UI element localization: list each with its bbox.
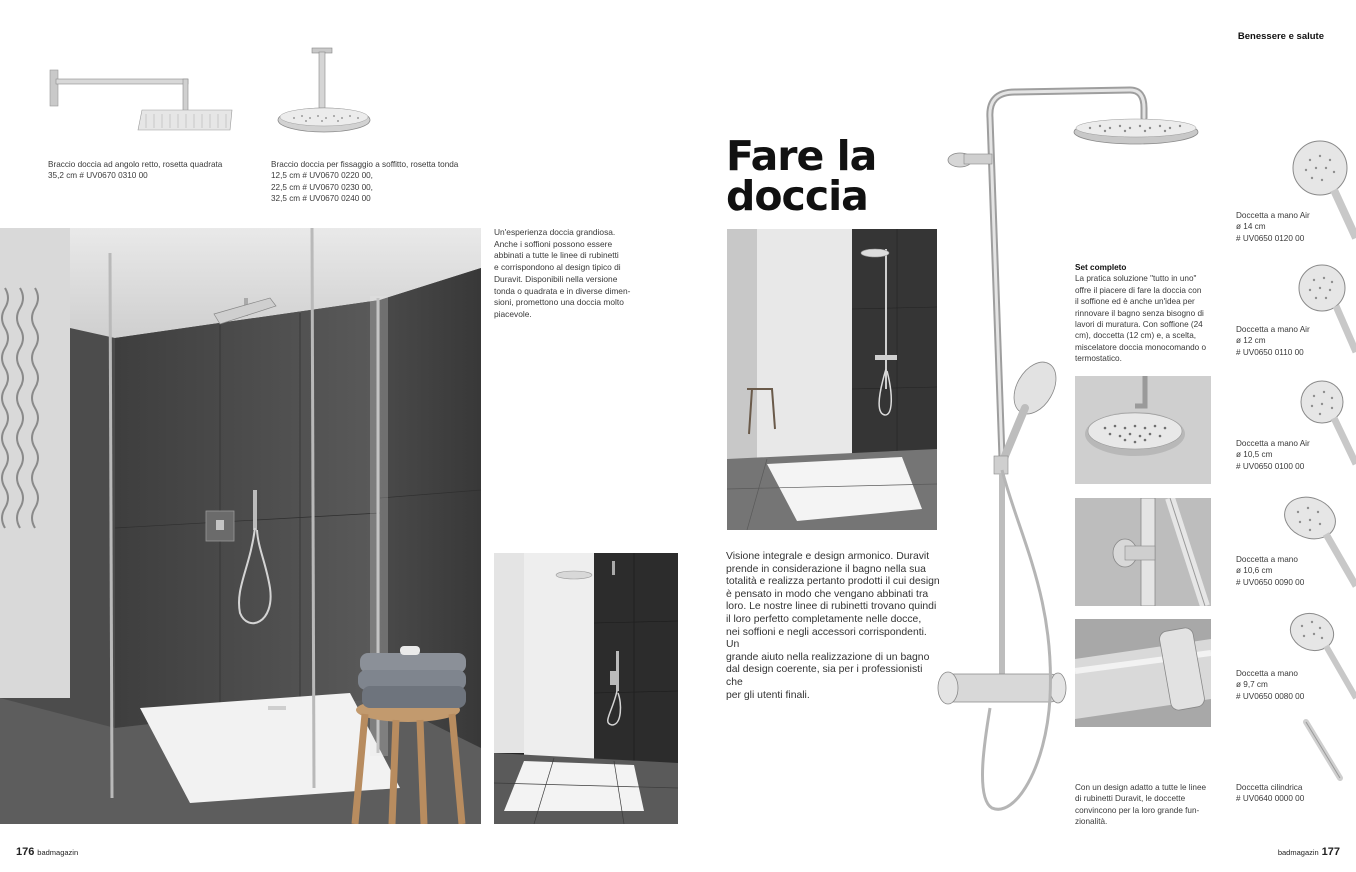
product-caption-round: [271, 159, 501, 205]
hand-shower-code: # UV0650 0090 00: [1236, 577, 1305, 587]
product-name: Braccio doccia ad angolo retto, rosetta quadrata: [48, 160, 223, 169]
shower-column-photo: [727, 229, 937, 530]
hand-shower-size: ø 10,6 cm: [1236, 566, 1273, 576]
page-title: [726, 132, 877, 220]
hand-shower-item: [1236, 494, 1356, 604]
product-name: Braccio doccia per fissaggio a soffitto, rosetta tonda: [271, 160, 459, 169]
main-body-text: Visione integrale e design armonico. Duravit prende in considerazione il bagno nella sua totalità e realizza pertanto prodotti il cui design è pensato in modo che vengano abbinati tra loro. Le nostre linee di rubinetti trovano quindi il loro perfetto completamente nelle docce, nei soffioni e negli accessori corrispondenti. Un grande aiuto nella realizzazione di un bagno dal design coerente, sia per i professionisti che per gli utenti finali.: [726, 551, 940, 701]
hand-shower-list: [1236, 138, 1356, 818]
hand-shower-name: Doccetta a mano: [1236, 669, 1298, 678]
page-number-left: [16, 846, 78, 858]
walk-in-shower-photo: [494, 553, 678, 824]
magazine-name: badmagazin: [1277, 848, 1319, 857]
hand-shower-code: # UV0650 0080 00: [1236, 691, 1305, 701]
title-line-1: Fare la: [726, 132, 877, 180]
hand-shower-item: [1236, 138, 1356, 248]
hand-shower-image: [1300, 718, 1356, 782]
hand-shower-code: # UV0640 0000 00: [1236, 794, 1305, 804]
page-number: 177: [1321, 846, 1340, 858]
detail-photo-slider: [1075, 498, 1211, 606]
page-number: 176: [16, 846, 35, 858]
hand-shower-code: # UV0650 0100 00: [1236, 461, 1305, 471]
hand-shower-size: ø 14 cm: [1236, 222, 1266, 232]
bottom-caption: Con un design adatto a tutte le linee di rubinetti Duravit, le doccette convincono per la loro grande fun- zionalità.: [1075, 783, 1207, 827]
hand-shower-size: ø 12 cm: [1236, 336, 1266, 346]
set-text: La pratica soluzione "tutto in uno" offre il piacere di fare la doccia con il soffione ed è anche un'idea per rinnovare il bagno senza bisogno di lavori di muratura. Con soffione (24 cm), doccetta (12 cm) e, a scelta, miscelatore doccia monocomando o termostatico.: [1075, 274, 1207, 364]
hand-shower-name: Doccetta a mano: [1236, 555, 1298, 564]
hand-shower-item: [1236, 376, 1356, 486]
product-detail: 35,2 cm # UV0670 0310 00: [48, 171, 148, 181]
detail-photo-shower-head: [1075, 376, 1211, 484]
product-photo-round-ceiling-arm: [272, 46, 382, 138]
hand-shower-name: Doccetta a mano Air: [1236, 211, 1310, 220]
magazine-name: badmagazin: [37, 848, 79, 857]
set-title: Set completo: [1075, 263, 1127, 272]
set-completo-block: [1075, 262, 1215, 365]
detail-photo-thermostat: [1075, 619, 1211, 727]
shower-room-photo: [0, 228, 481, 824]
section-header: Benessere e salute: [1237, 31, 1324, 42]
product-detail: 12,5 cm # UV0670 0220 00, 22,5 cm # UV0670 0230 00, 32,5 cm # UV0670 0240 00: [271, 171, 373, 204]
page-number-right: [1278, 846, 1340, 858]
hand-shower-name: Doccetta cilindrica: [1236, 783, 1303, 792]
hand-shower-size: ø 10,5 cm: [1236, 450, 1273, 460]
intro-text: Un'esperienza doccia grandiosa. Anche i soffioni possono essere abbinati a tutte le linee di rubinetti e corrispondono al design tipico di Duravit. Disponibili nella versione tonda o quadrata e in diverse dimen- sioni, promettono una doccia molto piacevole.: [494, 227, 631, 319]
hand-shower-code: # UV0650 0120 00: [1236, 233, 1305, 243]
product-photo-square-shower-arm: [46, 62, 242, 138]
hand-shower-item: [1236, 718, 1356, 818]
hand-shower-name: Doccetta a mano Air: [1236, 325, 1310, 334]
hand-shower-code: # UV0650 0110 00: [1236, 347, 1304, 357]
title-line-2: doccia: [726, 172, 868, 220]
hand-shower-item: [1236, 262, 1356, 372]
hand-shower-size: ø 9,7 cm: [1236, 680, 1268, 690]
product-caption-square: [48, 159, 263, 182]
hand-shower-item: [1236, 608, 1356, 718]
hand-shower-name: Doccetta a mano Air: [1236, 439, 1310, 448]
